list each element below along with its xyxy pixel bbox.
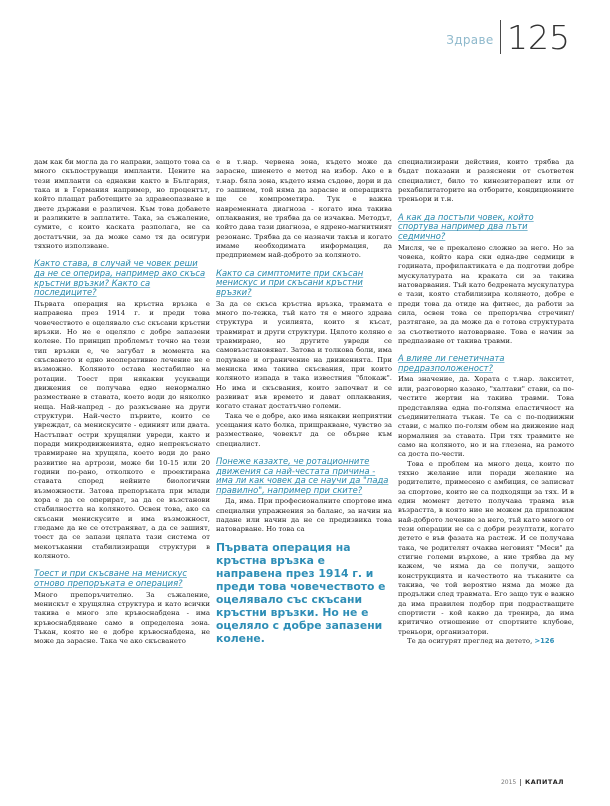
continued-on-page-link[interactable]: >126 — [534, 637, 555, 646]
paragraph: Има значение, да. Хората с т.нар. лакситет, или, разговорно казано, "халтави" стави, са по-честите жертви на такива травми. Това представлява една по-голяма еластичност на съединителната тъкан. Те са с по-подвижни стави, с малко по-голям обем на движение над нормалния за ставата. При тях травмите не само на колянoто, но и на глезена, на рамото са доста по-чести. — [398, 375, 574, 459]
header-divider — [500, 20, 502, 54]
paragraph: Да, има. При професионалните спортове има специални упражнения за баланс, за начин на падане или начин да не се предизвика това натоварване. Но това са — [216, 497, 392, 534]
paragraph-text: Те да осигурят преглед на детето, — [407, 637, 533, 646]
page-number: 125 — [507, 17, 570, 57]
section-label: Здраве — [446, 33, 494, 47]
page-footer — [501, 778, 564, 786]
paragraph: специализирани действия, които трябва да бъдат показани и разяснени от съответен специалист, било то кинезитерапевт или от рехабилитаторите на отборите, кондиционните треньори и т.н. — [398, 158, 574, 204]
paragraph: Това е проблем на много деца, които по тяхно желание или поради желание на родителите, примесено с амбиция, се записват за спортове, които не са подходящи за тях. И в един момент детето получава травма във възрастта, в която ние не можем да приложим най-доброто лечение за него, тъй като много от тези операции не са с добри резултати, когато детето е във фазата на растеж. И се получава така, че родителят очаква неговият "Меси" да стигне големи върхове, а ние трябва да му кажем, че няма да се получи, защото конструкцията и качеството на тъканите са такива, че той вероятно няма да може да продължи след травмата. Его защо тук е важно да има правилен подбор при подрастващите спортисти - кой какво да тренира, да има критично отношение от спортните клубове, треньори, организатори. — [398, 459, 574, 636]
paragraph: Първата операция на кръстна връзка е направена през 1914 г. и преди това човечеството е оцелявало със скъсани кръстни връзки. Но не е оцеляло с добре запазени колене. По принцип проблемът точно на тези тип връзки е, че загубат в момента на скъсването и едно неоперативно лечение не е възможно. Колянoто остава нестабилно на ротации. Тоест при някакви усукващи движения се получава едно ненормално разместване в ставата, което води до няколко неща. Най-напред - до разкъсване на други структури. Най-често първите, които се увреждат, са менискусите - единият или двата. Настъпват остри хрущялни увреди, както и поради микродвиженията, едно непрекъснато травмиране на хрущяла, което води до рано развитие на артрози, може би 10-15 или 20 години по-рано, отколкото е проектирана ставата според нейните биологични възможности. Затова препоръката при млади хора е да се оперират, за да се възстанови стабилността на колянoто. Освен това, ако са скъсани менискусите и има възможност, гледаме да не се отстраняват, а да се зашият, тоест да се запази цялата тази система от мекотъканни стабилизиращи структури в колянoто. — [34, 299, 210, 561]
paragraph: е в т.нар. червена зона, където може да зарасне, шиенето е метод на избор. Ако е в т.нар. бяла зона, където няма съдове, дори и да го зашием, той няма да зарасне и операцията ще се компрометира. Тук е важна навременната диагноза - когато има такива оплаквания, не трябва да се изчаква. Методът, който дава тази диагноза, е ядрено-магнитният резонанс. Трябва да се назначи такъв и когато имаме необходимата информация, да предприемем най-доброто за колянoто. — [216, 158, 392, 260]
interview-question: А влияе ли генетичната предразположеност? — [398, 353, 505, 373]
paragraph-continued — [398, 637, 574, 646]
pull-quote: Първата операция на кръстна връзка е направена през 1914 г. и преди това човечеството е оцелявало със скъсани кръстни връзки. Но не е оцеляло с добре запазени колене. — [216, 540, 386, 645]
interview-question: Тоест и при скъсване на менискус отново препоръката е операция? — [34, 568, 187, 589]
footer-brand: КАПИТАЛ — [525, 778, 564, 786]
interview-question: Както става, в случай че човек реши да не се оперира, например ако скъса кръстни връзки? Както са последиците? — [34, 258, 206, 298]
footer-divider — [520, 779, 521, 786]
interview-question: Както са симптомите при скъсан менискус и при скъсани кръстни връзки? — [216, 267, 364, 297]
paragraph: Много препоръчително. За съжаление, менискът е хрущялна структура и като всички такива е много зле кръвоснабдена - има кръвоснабдяване само в определена зона. Тъкан, която не е добре кръвоснабдена, не може да зарасне. Така че ако скъсването — [34, 590, 210, 646]
interview-question: А как да постъпи човек, който спортува например два пъти седмично? — [398, 211, 534, 241]
paragraph: За да се скъса кръстна връзка, травмата е много по-тежка, тъй като тя е много здрава структура и усилията, които я късат, травмират и други структури. Цялото коляно е травмирано, но другите увреди се самовъзстановяват. Затова и толкова боли, има подуване и ограничение на движенията. При мениска има такива скъсвания, при които колянoто изпада в така известния "блокаж". Но има и скъсвания, които започват и се развиват във времето и дават оплаквания, когато станат достатъчно големи. — [216, 299, 392, 411]
footer-year: 2015 — [500, 778, 517, 786]
paragraph: Мисля, че е прекалено сложно за него. Но за човека, който кара ски една-две седмици в годината, профилактиката е да подготви добре мускулатурата на краката си за такива натоварвания. Тъй като бедрената мускулатура е тази, която стабилизира колянoто, добре е преди това да отиде на фитнес, да работи за сила, освен това се препоръчва стречинг/разтягане, за да може да е готова структурата за съответното натоварване. Това е начин за предпазване от такива травми. — [398, 243, 574, 345]
page-header — [446, 17, 570, 57]
column-1 — [34, 158, 210, 647]
paragraph: Така че е добре, ако има някакви неприятни усещания като болка, прищракване, чувство за разместване, човекът да се обърне към специалист. — [216, 411, 392, 448]
paragraph: дам как би могла да го направи, защото това са много скъпоструващи импланти. Цените на тези импланти са еднакви както в България, така и в Германия например, но процентът, който плащат работещите за здравеопазване в двете държави е различен. Към това добавете и разликите в заплатите. Така, за съжаление, сумите, с които каската разполага, не са достатъчни, за да може само тя да осигури тяхното използване. — [34, 158, 210, 251]
column-2 — [216, 158, 392, 645]
column-3 — [398, 158, 574, 646]
interview-question: Понеже казахте, че ротационните движения са най-честата причина - има ли как човек да се научи да "пада правилно", например при ските? — [216, 456, 389, 495]
